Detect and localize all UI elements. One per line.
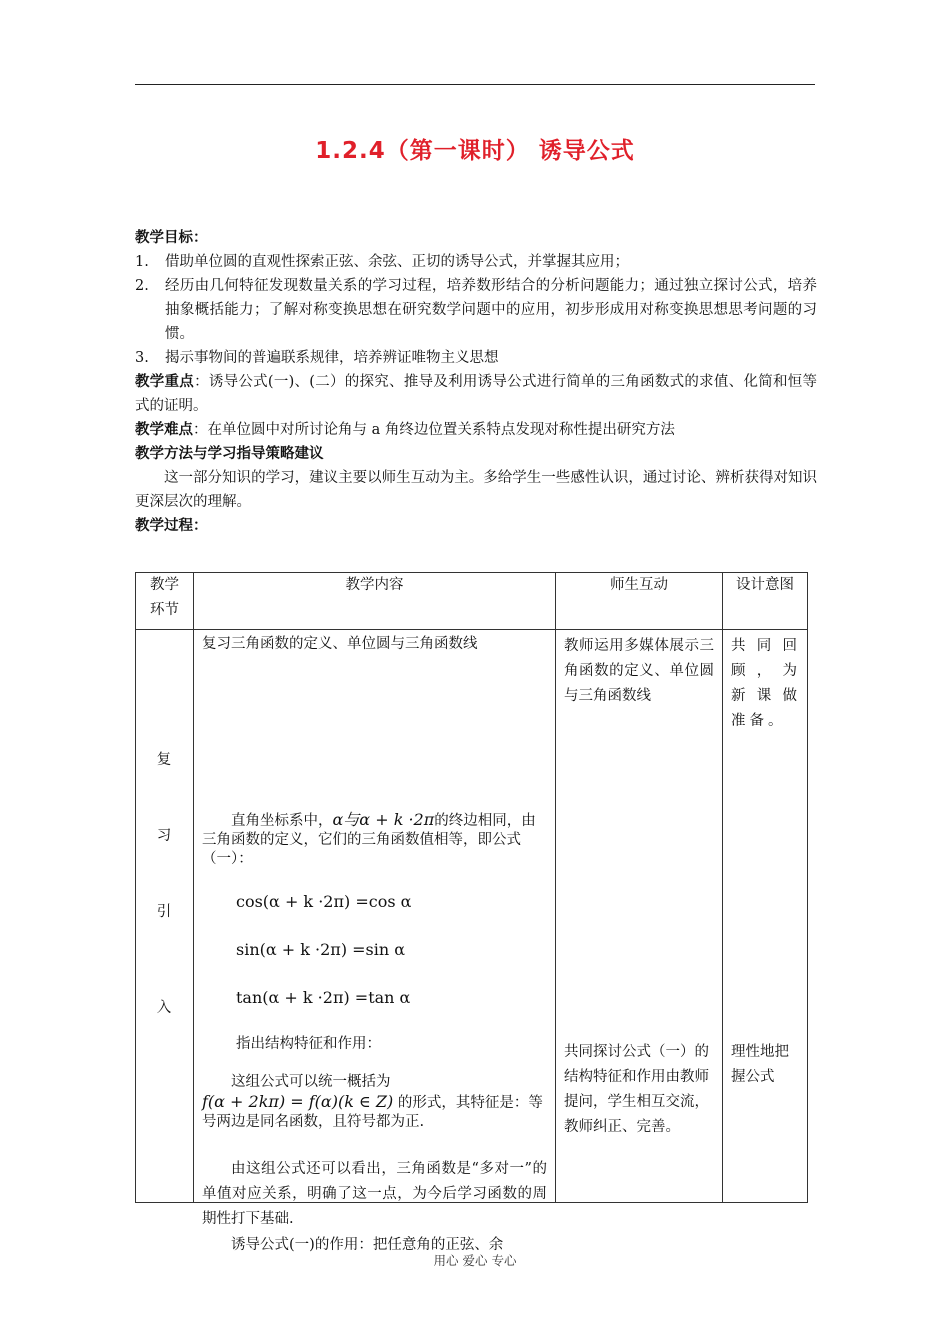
content-cell <box>194 630 556 1253</box>
intent-2: 理性地把握公式 <box>731 1044 789 1085</box>
objective-item <box>135 274 817 346</box>
intent-cell <box>723 630 808 1203</box>
objective-item <box>135 346 817 370</box>
interaction-1: 教师运用多媒体展示三角函数的定义、单位圆与三角函数线 <box>564 638 714 704</box>
method-label: 教学方法与学习指导策略建议 <box>135 446 324 462</box>
key-point <box>135 370 817 418</box>
stage-char: 习 <box>156 828 172 844</box>
difficulty <box>135 418 817 442</box>
table-header-row <box>136 573 808 630</box>
coterminal-paragraph <box>202 810 547 869</box>
coterminal-expression: α与α + k ·2π <box>332 810 435 829</box>
objective-number: 2. <box>135 278 149 294</box>
coterminal-tail: 的终边相同，由三角函数的定义，它们的三角函数值相等，即公式（一）： <box>202 813 536 867</box>
header-content: 教学内容 <box>194 573 556 630</box>
objective-number: 1. <box>135 254 149 270</box>
method-text: 这一部分知识的学习，建议主要以师生互动为主。多给学生一些感性认识，通过讨论、辨析获得对知识更深层次的理解。 <box>135 470 817 510</box>
unify-formula: f(α + 2kπ) = f(α)(k ∈ Z) <box>202 1092 394 1111</box>
review-text: 复习三角函数的定义、单位圆与三角函数线 <box>202 636 478 652</box>
objective-number: 3. <box>135 350 149 366</box>
coterminal-lead: 直角坐标系中， <box>231 813 333 829</box>
interaction-cell <box>556 630 723 1203</box>
table-row <box>136 630 808 1203</box>
unify-paragraph <box>202 1073 547 1132</box>
stage-char: 引 <box>156 904 172 920</box>
objective-text: 揭示事物间的普遍联系规律，培养辨证唯物主义思想 <box>165 350 499 366</box>
key-point-label: 教学重点 <box>135 374 195 390</box>
header-interaction: 师生互动 <box>556 573 723 630</box>
process-label: 教学过程： <box>135 518 208 534</box>
header-stage: 教学环节 <box>136 573 194 630</box>
objectives-label: 教学目标： <box>135 230 208 246</box>
unify-tail: 的形式，其特征是：等号两边是同名函数，且符号都为正. <box>202 1095 543 1130</box>
structure-text: 指出结构特征和作用： <box>236 1036 381 1052</box>
formula-cos: cos(α + k ·2π) =cos α <box>236 892 412 911</box>
unify-lead: 这组公式可以统一概括为 <box>231 1074 391 1090</box>
objective-text: 经历由几何特征发现数量关系的学习过程，培养数形结合的分析问题能力；通过独立探讨公式，培养抽象概括能力；了解对称变换思想在研究数学问题中的应用，初步形成用对称变换思想思考问题的习惯。 <box>165 278 817 342</box>
difficulty-text: ：在单位圆中对所讨论角与 a 角终边位置关系特点发现对称性提出研究方法 <box>193 422 675 438</box>
page-title: 1.2.4（第一课时） 诱导公式 <box>315 138 635 164</box>
objective-item <box>135 250 817 274</box>
many-to-one-text: 由这组公式还可以看出，三角函数是“多对一”的单值对应关系，明确了这一点，为今后学习函数的周期性打下基础. <box>202 1161 547 1227</box>
stage-cell <box>136 630 194 1203</box>
interaction-2: 共同探讨公式（一）的结构特征和作用由教师提问，学生相互交流，教师纠正、完善。 <box>564 1044 709 1135</box>
stage-char: 入 <box>156 1000 172 1016</box>
usage-text: 诱导公式(一)的作用：把任意角的正弦、余 <box>231 1237 504 1253</box>
formula-tan: tan(α + k ·2π) =tan α <box>236 988 411 1007</box>
key-point-text: ：诱导公式(一)、(二）的探究、推导及利用诱导公式进行简单的三角函数式的求值、化简和恒等式的证明。 <box>135 374 818 414</box>
objective-text: 借助单位圆的直观性探索正弦、余弦、正切的诱导公式，并掌握其应用； <box>165 254 629 270</box>
stage-char: 复 <box>156 752 172 768</box>
objectives-section <box>135 226 817 538</box>
intent-1: 共同回顾，为新课做准备。 <box>731 638 801 729</box>
formula-sin: sin(α + k ·2π) =sin α <box>236 940 406 959</box>
header-rule <box>135 84 815 85</box>
header-intent: 设计意图 <box>723 573 808 630</box>
page-footer: 用心 爱心 专心 <box>433 1253 517 1268</box>
difficulty-label: 教学难点 <box>135 422 193 438</box>
process-table <box>135 572 808 1253</box>
